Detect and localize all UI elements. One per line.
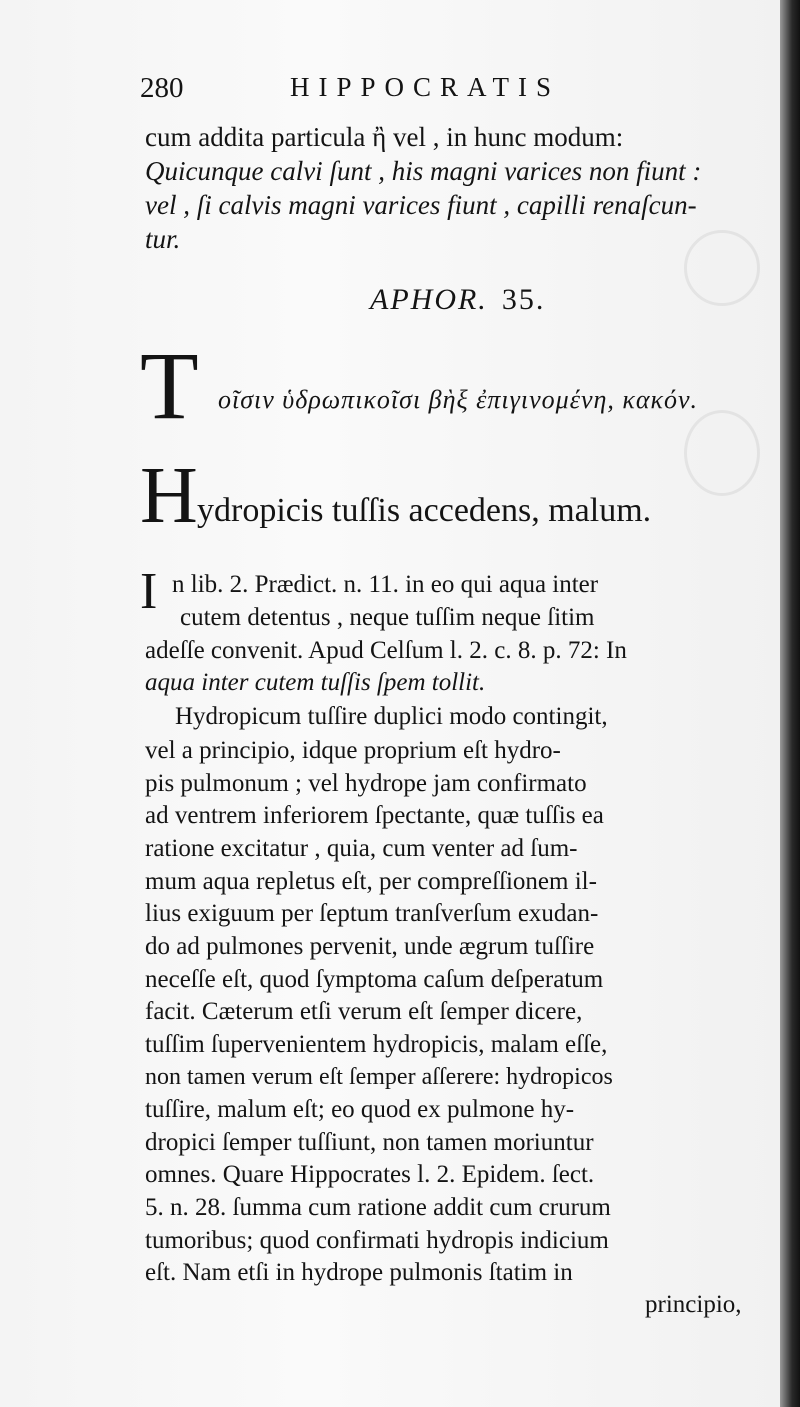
book-gutter-edge [780, 0, 800, 1407]
page-number: 280 [140, 72, 184, 104]
commentary-line: ad ventrem inferiorem ſpectante, quæ tuſſis ea [145, 802, 604, 829]
intro-line: cum addita particula ἢ vel , in hunc modum: [145, 122, 624, 152]
commentary-line: do ad pulmones pervenit, unde ægrum tuſſire [145, 933, 595, 960]
commentary-line: omnes. Quare Hippocrates l. 2. Epidem. ſect. [145, 1161, 595, 1188]
commentary-line: facit. Cæterum etſi verum eſt ſemper dicere, [145, 998, 583, 1025]
aphorism-heading [370, 283, 545, 317]
commentary-line: tuſſim ſupervenientem hydropicis, malam eſſe, [145, 1031, 608, 1058]
commentary-line: mum aqua repletus eſt, per compreſſionem il- [145, 868, 597, 895]
latin-aphorism-text: ydropicis tuſſis accedens, malum. [197, 492, 652, 529]
latin-drop-cap: H [140, 452, 198, 540]
aphorism-number: 35. [501, 283, 546, 316]
running-head: HIPPOCRATIS [290, 72, 561, 102]
commentary-line: neceſſe eſt, quod ſymptoma caſum deſperatum [145, 966, 604, 993]
commentary-line: lius exiguum per ſeptum tranſverſum exudan- [145, 900, 599, 927]
commentary-line: eſt. Nam etſi in hydrope pulmonis ſtatim in [145, 1259, 573, 1286]
commentary-drop-cap: I [140, 563, 158, 620]
commentary-line: ratione excitatur , quia, cum venter ad ſum- [145, 835, 578, 862]
greek-aphorism-text: οῖσιν ὑδρωπικοῖσι βὴξ ἐπιγινομένη, κακόν. [218, 385, 699, 414]
commentary-line: vel a principio, idque proprium eſt hydro- [145, 737, 561, 764]
bleed-through-mark [684, 230, 760, 306]
bleed-through-mark [684, 410, 760, 496]
commentary-line: 5. n. 28. ſumma cum ratione addit cum crurum [145, 1194, 611, 1221]
commentary-line: dropici ſemper tuſſiunt, non tamen moriuntur [145, 1129, 594, 1156]
commentary-line: tuſſire, malum eſt; eo quod ex pulmone hy- [145, 1096, 575, 1123]
commentary-line: pis pulmonum ; vel hydrope jam confirmato [145, 770, 587, 797]
catchword: principio, [645, 1291, 742, 1318]
commentary-line: n lib. 2. Prædict. n. 11. in eo qui aqua inter [172, 571, 599, 598]
intro-line: vel , ſi calvis magni varices fiunt , capilli renaſcun- [145, 190, 697, 220]
aphorism-label: APHOR. [370, 283, 488, 316]
commentary-line: cutem detentus , neque tuſſim neque ſitim [180, 604, 595, 631]
greek-drop-cap: T [140, 332, 199, 439]
commentary-line: aqua inter cutem tuſſis ſpem tollit. [145, 669, 486, 696]
commentary-line: adeſſe convenit. Apud Celſum l. 2. c. 8. p. 72: In [145, 637, 627, 664]
intro-line: tur. [145, 224, 181, 254]
intro-line: Quicunque calvi ſunt , his magni varices non fiunt : [145, 156, 702, 186]
page-header [140, 72, 630, 108]
commentary-line: tumoribus; quod confirmati hydropis indicium [145, 1227, 609, 1254]
commentary-line: non tamen verum eſt ſemper aſſerere: hydropicos [145, 1064, 613, 1090]
commentary-line: Hydropicum tuſſire duplici modo contingit, [175, 703, 608, 730]
